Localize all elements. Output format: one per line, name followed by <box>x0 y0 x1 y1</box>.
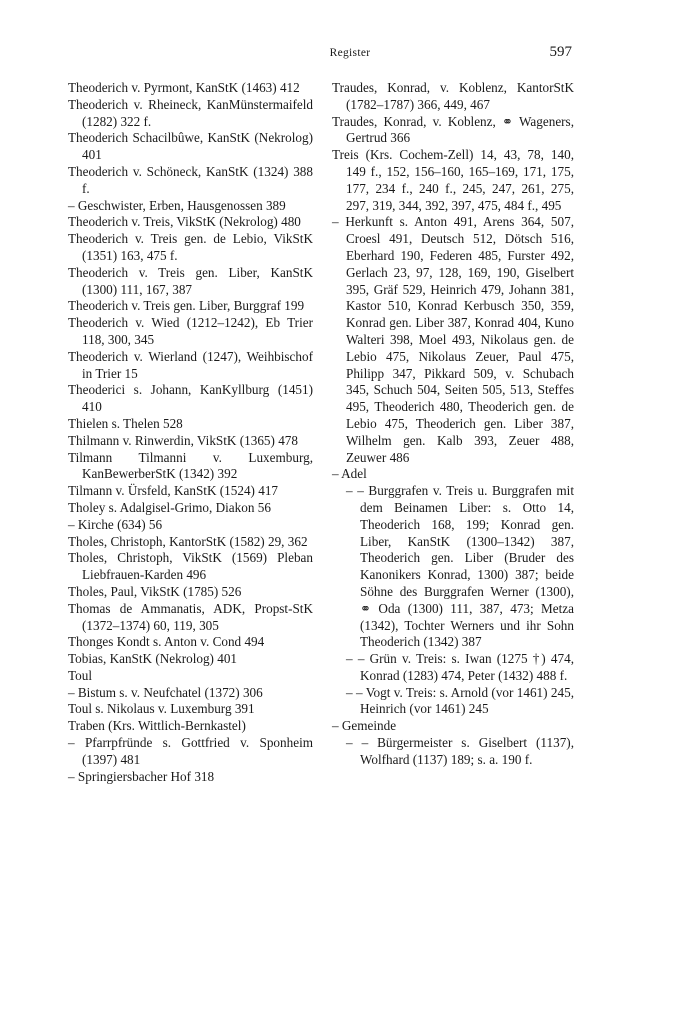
index-entry: – – Grün v. Treis: s. Iwan (1275 †) 474, Konrad (1283) 474, Peter (1432) 488 f. <box>346 651 574 683</box>
index-entry: Tholes, Paul, VikStK (1785) 526 <box>68 583 242 599</box>
index-entry: Toul s. Nikolaus v. Luxemburg 391 <box>68 701 255 717</box>
index-entry: Toul <box>68 667 92 683</box>
index-entry: – Adel <box>332 466 367 482</box>
index-entry: – Geschwister, Erben, Hausgenossen 389 <box>68 197 286 213</box>
index-entry: – – Burggrafen v. Treis u. Burggrafen mit dem Beinamen Liber: s. Otto 14, Theoderich 168, 199; Konrad gen. Liber, KanStK (1300–1342) 387, Theoderich gen. Liber (Bruder des Kanonikers Konrad, 1300) 387; beide Söhne des Burggrafen Werner (1300), ⚭ Oda (1300) 111, 387, 473; Metza (1342), Tochter Werners und ihr Sohn Theoderich (1342) 387 <box>346 483 574 650</box>
index-entry: Theoderich v. Treis, VikStK (Nekrolog) 480 <box>68 214 301 230</box>
index-entry: Theoderich v. Rheineck, KanMünstermaifeld (1282) 322 f. <box>68 96 313 129</box>
index-entry: Traben (Krs. Wittlich-Bernkastel) <box>68 718 246 734</box>
index-entry: – – Bürgermeister s. Giselbert (1137), Wolfhard (1137) 189; s. a. 190 f. <box>346 735 574 767</box>
index-entry: Thomas de Ammanatis, ADK, Propst-StK (1372–1374) 60, 119, 305 <box>68 600 313 633</box>
index-entry: Theoderich Schacilbûwe, KanStK (Nekrolog) 401 <box>68 130 313 163</box>
index-entry: Tilmann Tilmanni v. Luxemburg, KanBewerberStK (1342) 392 <box>68 449 313 482</box>
index-entry: – – Vogt v. Treis: s. Arnold (vor 1461) 245, Heinrich (vor 1461) 245 <box>346 684 574 717</box>
index-entry: Theoderich v. Wierland (1247), Weihbischof in Trier 15 <box>68 348 313 381</box>
right-column <box>332 80 574 769</box>
index-entry: Tholey s. Adalgisel-Grimo, Diakon 56 <box>68 499 271 515</box>
index-entry: Treis (Krs. Cochem-Zell) 14, 43, 78, 140, 149 f., 152, 156–160, 165–169, 171, 175, 177, 234 f., 240 f., 245, 247, 261, 275, 297, 319, 344, 392, 397, 475, 484 f., 495 <box>332 147 574 213</box>
index-entry: – Herkunft s. Anton 491, Arens 364, 507, Croesl 491, Deutsch 512, Dötsch 516, Eberhard 190, Federen 485, Furster 492, Gerlach 23, 97, 128, 169, 190, Giselbert 395, Gräf 529, Heinrich 479, Johann 381, Kastor 510, Konrad Kerbusch 350, 359, Konrad gen. Liber 387, Konrad 404, Kuno Walteri 398, Moel 493, Nikolaus gen. de Lebio 475, Nikolaus Zeuer, Paul 475, Philipp 347, Pikkard 509, v. Schubach 345, Schuch 504, Seiten 505, 513, Steffes 495, Theoderich 480, Theoderich gen. de Lebio 475, Theoderich gen. Liber 387, Wilhelm gen. Kalb 393, Zeuer 488, Zeuwer 486 <box>332 214 574 465</box>
running-head <box>0 44 700 66</box>
index-entry: Thielen s. Thelen 528 <box>68 415 183 431</box>
left-column <box>68 80 313 785</box>
page-number: 597 <box>549 44 572 60</box>
index-entry: – Kirche (634) 56 <box>68 516 163 532</box>
index-entry: – Bistum s. v. Neufchatel (1372) 306 <box>68 684 263 700</box>
index-entry: Tilmann v. Ürsfeld, KanStK (1524) 417 <box>68 483 279 499</box>
index-entry: Theoderich v. Treis gen. de Lebio, VikStK (1351) 163, 475 f. <box>68 231 313 263</box>
index-entry: – Springiersbacher Hof 318 <box>68 768 215 784</box>
index-entry: Theoderich v. Treis gen. Liber, Burggraf 199 <box>68 298 305 314</box>
index-entry: Theoderici s. Johann, KanKyllburg (1451) 410 <box>68 382 313 415</box>
page-title: Register <box>329 47 371 59</box>
index-entry: – Gemeinde <box>332 718 397 734</box>
index-entry: Theoderich v. Wied (1212–1242), Eb Trier 118, 300, 345 <box>68 315 313 347</box>
index-entry: Traudes, Konrad, v. Koblenz, KantorStK (1782–1787) 366, 449, 467 <box>332 80 574 112</box>
index-entry: Traudes, Konrad, v. Koblenz, ⚭ Wageners, Gertrud 366 <box>332 113 574 146</box>
index-entry: Tholes, Christoph, VikStK (1569) Pleban Liebfrauen-Karden 496 <box>68 550 313 583</box>
index-entry: Tholes, Christoph, KantorStK (1582) 29, 362 <box>68 533 308 549</box>
index-entry: Theoderich v. Pyrmont, KanStK (1463) 412 <box>68 80 300 95</box>
index-entry: – Pfarrpfründe s. Gottfried v. Sponheim (1397) 481 <box>68 735 313 767</box>
index-entry: Thonges Kondt s. Anton v. Cond 494 <box>68 634 265 650</box>
index-entry: Tobias, KanStK (Nekrolog) 401 <box>68 651 238 667</box>
index-entry: Theoderich v. Treis gen. Liber, KanStK (1300) 111, 167, 387 <box>68 264 313 297</box>
index-entry: Theoderich v. Schöneck, KanStK (1324) 388 f. <box>68 163 313 196</box>
index-entry: Thilmann v. Rinwerdin, VikStK (1365) 478 <box>68 432 298 448</box>
